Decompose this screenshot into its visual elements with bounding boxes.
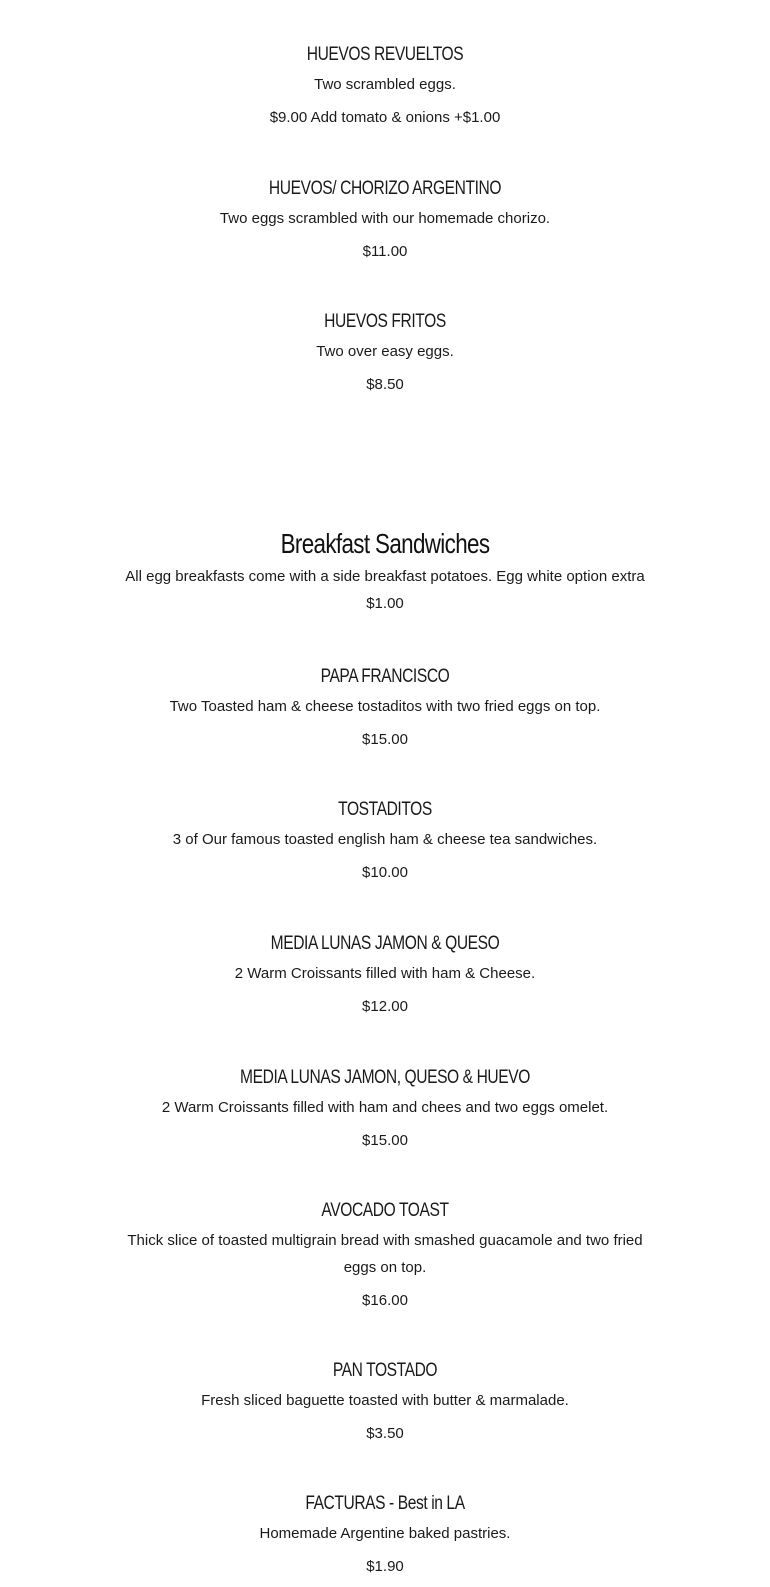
menu-item (120, 797, 650, 883)
item-price: $1.90 (366, 1558, 404, 1575)
item-price: $3.50 (366, 1425, 404, 1442)
menu-item (120, 1198, 650, 1311)
item-description: Two Toasted ham & cheese tostaditos with two fried eggs on top. (169, 698, 601, 715)
menu-item (120, 309, 650, 395)
menu-item (120, 1065, 650, 1151)
item-price: $15.00 (362, 731, 408, 748)
menu-item (120, 1491, 650, 1577)
section-note: All egg breakfasts come with a side breakfast potatoes. Egg white option extra $1.00 (125, 568, 645, 612)
item-description: Two eggs scrambled with our homemade chorizo. (219, 210, 551, 227)
item-price: $15.00 (362, 1132, 408, 1149)
item-name: MEDIA LUNAS JAMON, QUESO & HUEVO (240, 1067, 530, 1088)
item-description: Fresh sliced baguette toasted with butter & marmalade. (201, 1392, 569, 1409)
section-title: Breakfast Sandwiches (280, 528, 490, 559)
item-price: $9.00 Add tomato & onions +$1.00 (269, 109, 501, 126)
menu-item (120, 931, 650, 1017)
item-name: TOSTADITOS (338, 799, 432, 820)
item-description: 3 of Our famous toasted english ham & cheese tea sandwiches. (172, 831, 598, 848)
item-name: AVOCADO TOAST (321, 1200, 449, 1221)
item-name: PAPA FRANCISCO (320, 666, 450, 687)
item-description: Thick slice of toasted multigrain bread with smashed guacamole and two fried eggs on top. (127, 1232, 643, 1276)
item-price: $8.50 (366, 376, 404, 393)
menu-item (120, 1358, 650, 1444)
item-name: HUEVOS REVUELTOS (306, 44, 464, 65)
item-description: Two over easy eggs. (316, 343, 454, 360)
item-price: $16.00 (362, 1292, 408, 1309)
item-price: $11.00 (362, 243, 408, 260)
item-name: PAN TOSTADO (332, 1360, 438, 1381)
item-description: 2 Warm Croissants filled with ham and chees and two eggs omelet. (161, 1099, 609, 1116)
item-name: MEDIA LUNAS JAMON & QUESO (270, 933, 500, 954)
item-name: HUEVOS FRITOS (324, 311, 446, 332)
item-description: Homemade Argentine baked pastries. (259, 1525, 511, 1542)
item-name: HUEVOS/ CHORIZO ARGENTINO (268, 178, 502, 199)
menu-item (120, 42, 650, 128)
section-header (120, 527, 650, 617)
item-name: FACTURAS - Best in LA (305, 1493, 465, 1514)
item-description: 2 Warm Croissants filled with ham & Cheese. (234, 965, 536, 982)
menu-item (120, 664, 650, 750)
item-price: $12.00 (362, 998, 408, 1015)
item-price: $10.00 (362, 864, 408, 881)
menu-item (120, 176, 650, 262)
item-description: Two scrambled eggs. (314, 76, 456, 93)
